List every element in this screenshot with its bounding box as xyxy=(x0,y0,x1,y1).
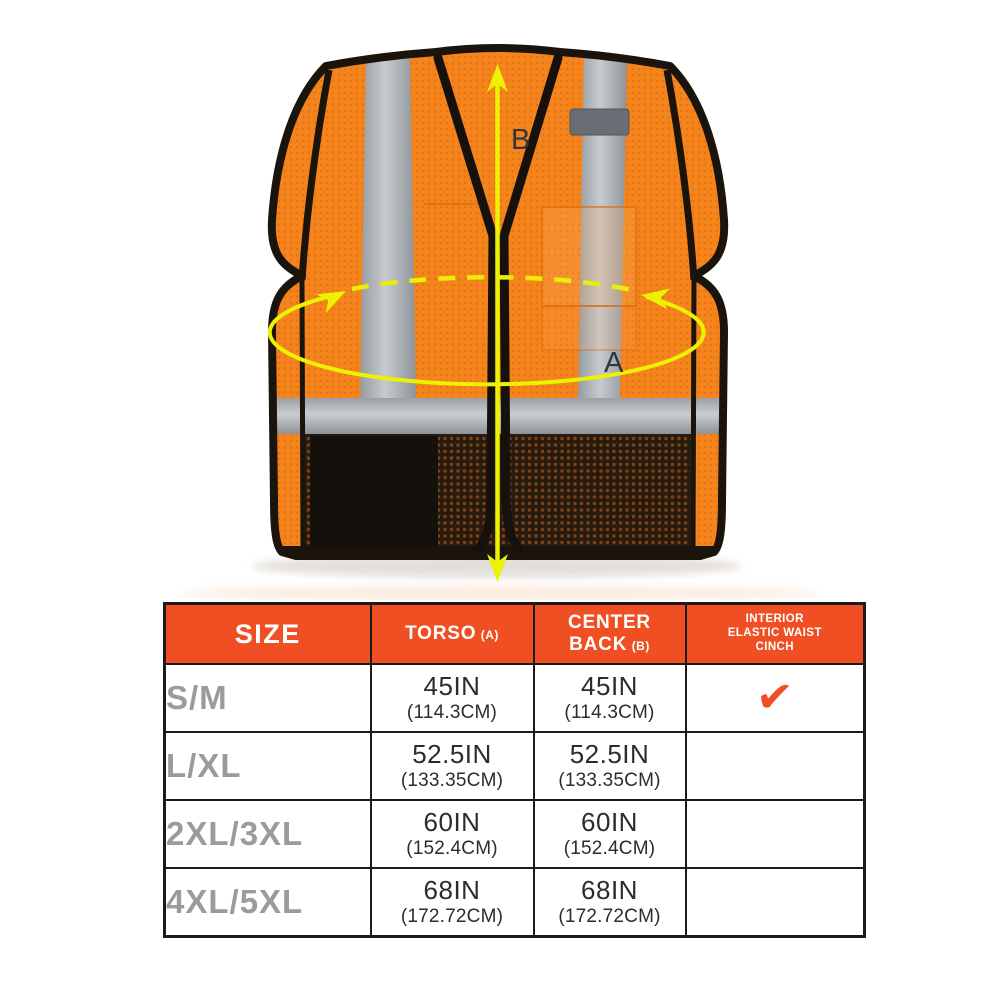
label-b: B xyxy=(511,124,531,156)
size-label: L/XL xyxy=(165,732,371,800)
table-row xyxy=(165,664,865,732)
table-row xyxy=(165,732,865,800)
size-label: 2XL/3XL xyxy=(165,800,371,868)
header-size: SIZE xyxy=(165,604,371,665)
label-a: A xyxy=(604,347,624,379)
header-cinch: INTERIOR ELASTIC WAIST CINCH xyxy=(686,604,865,665)
cinch-value xyxy=(686,732,865,800)
cinch-value xyxy=(686,868,865,937)
size-chart-table xyxy=(163,602,866,938)
check-icon: ✔ xyxy=(754,670,795,725)
torso-value: 52.5IN (133.35CM) xyxy=(371,732,534,800)
center-back-value: 60IN (152.4CM) xyxy=(534,800,686,868)
center-back-value: 68IN (172.72CM) xyxy=(534,868,686,937)
reflective-stripe-left xyxy=(360,53,416,398)
lower-pocket xyxy=(310,436,438,556)
size-label: S/M xyxy=(165,664,371,732)
table-header-row xyxy=(165,604,865,665)
table-row xyxy=(165,800,865,868)
header-torso: TORSO (A) xyxy=(371,604,534,665)
center-back-value: 45IN (114.3CM) xyxy=(534,664,686,732)
torso-value: 68IN (172.72CM) xyxy=(371,868,534,937)
header-center-back: CENTER BACK (B) xyxy=(534,604,686,665)
size-label: 4XL/5XL xyxy=(165,868,371,937)
torso-value: 45IN (114.3CM) xyxy=(371,664,534,732)
cinch-value xyxy=(686,800,865,868)
mic-tab xyxy=(570,109,629,135)
center-back-value: 52.5IN (133.35CM) xyxy=(534,732,686,800)
table-row xyxy=(165,868,865,937)
torso-value: 60IN (152.4CM) xyxy=(371,800,534,868)
cinch-value xyxy=(686,664,865,732)
